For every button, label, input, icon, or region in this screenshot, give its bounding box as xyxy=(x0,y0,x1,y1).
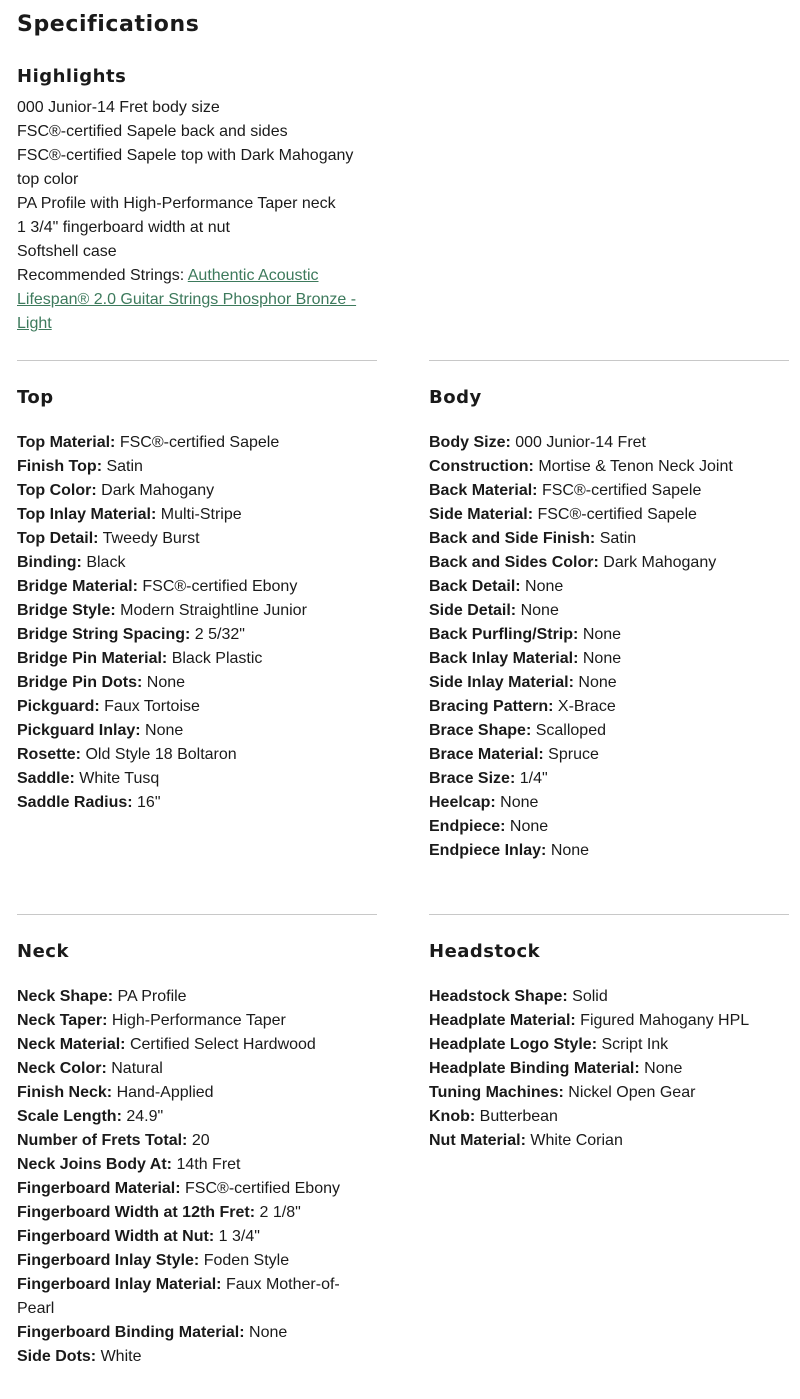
page-title: Specifications xyxy=(17,12,200,37)
spec-value: Black Plastic xyxy=(171,650,263,667)
recommended-strings-label: Recommended Strings: xyxy=(17,267,188,284)
spec-row xyxy=(17,1273,377,1321)
spec-row xyxy=(429,1057,789,1081)
spec-value: Satin xyxy=(599,530,637,547)
spec-row xyxy=(17,743,377,767)
spec-value: None xyxy=(525,578,564,595)
spec-label: Top Inlay Material: xyxy=(17,506,157,523)
spec-value: Spruce xyxy=(548,746,599,763)
spec-value: Butterbean xyxy=(479,1108,558,1125)
spec-list xyxy=(17,431,377,815)
highlight-item: FSC®-certified Sapele back and sides xyxy=(17,123,288,140)
spec-row xyxy=(429,647,789,671)
spec-row xyxy=(17,1153,377,1177)
spec-label: Fingerboard Width at 12th Fret: xyxy=(17,1204,256,1221)
spec-label: Bridge Style: xyxy=(17,602,116,619)
spec-row xyxy=(17,1225,377,1249)
spec-row xyxy=(429,1033,789,1057)
spec-label: Fingerboard Material: xyxy=(17,1180,181,1197)
spec-label: Top Material: xyxy=(17,434,116,451)
spec-label: Headstock Shape: xyxy=(429,988,568,1005)
section-heading: Headstock xyxy=(429,941,541,962)
highlights-section xyxy=(17,64,377,336)
spec-label: Neck Material: xyxy=(17,1036,126,1053)
spec-label: Back and Side Finish: xyxy=(429,530,596,547)
spec-row xyxy=(17,1177,377,1201)
spec-row xyxy=(429,455,789,479)
section-heading: Neck xyxy=(17,941,69,962)
spec-value: Hand-Applied xyxy=(116,1084,214,1101)
highlight-item: 000 Junior-14 Fret body size xyxy=(17,99,220,116)
spec-row xyxy=(17,1321,377,1345)
spec-value: Certified Select Hardwood xyxy=(129,1036,316,1053)
spec-label: Fingerboard Inlay Style: xyxy=(17,1252,200,1269)
spec-row xyxy=(17,431,377,455)
spec-value: None xyxy=(146,674,186,691)
spec-row xyxy=(17,1129,377,1153)
spec-row xyxy=(429,1129,789,1153)
spec-label: Back Purfling/Strip: xyxy=(429,626,579,643)
spec-label: Finish Top: xyxy=(17,458,103,475)
spec-label: Back Detail: xyxy=(429,578,521,595)
spec-row xyxy=(429,623,789,647)
spec-label: Rosette: xyxy=(17,746,82,763)
spec-row xyxy=(17,1201,377,1225)
spec-label: Brace Size: xyxy=(429,770,516,787)
spec-row xyxy=(429,985,789,1009)
section-divider xyxy=(17,914,377,915)
spec-value: Satin xyxy=(106,458,143,475)
spec-label: Body Size: xyxy=(429,434,511,451)
spec-value: 000 Junior-14 Fret xyxy=(515,434,646,451)
neck-section xyxy=(17,914,377,1369)
highlight-item: PA Profile with High-Performance Taper neck xyxy=(17,195,336,212)
spec-label: Endpiece Inlay: xyxy=(429,842,547,859)
spec-value: Figured Mahogany HPL xyxy=(580,1012,750,1029)
spec-row xyxy=(17,767,377,791)
body-section xyxy=(429,360,789,863)
spec-value: 20 xyxy=(191,1132,210,1149)
spec-label: Heelcap: xyxy=(429,794,496,811)
spec-row xyxy=(429,719,789,743)
spec-label: Headplate Logo Style: xyxy=(429,1036,598,1053)
spec-row xyxy=(17,575,377,599)
spec-label: Side Detail: xyxy=(429,602,517,619)
spec-value: FSC®-certified Ebony xyxy=(142,578,298,595)
spec-row xyxy=(17,671,377,695)
section-heading: Top xyxy=(17,387,54,408)
spec-row xyxy=(429,479,789,503)
spec-label: Pickguard: xyxy=(17,698,100,715)
spec-row xyxy=(429,551,789,575)
spec-value: Solid xyxy=(572,988,608,1005)
spec-row xyxy=(429,839,789,863)
spec-value: None xyxy=(145,722,184,739)
spec-row xyxy=(17,527,377,551)
spec-row xyxy=(17,1009,377,1033)
spec-row xyxy=(17,503,377,527)
spec-row xyxy=(17,985,377,1009)
spec-label: Saddle: xyxy=(17,770,75,787)
recommended-strings-link[interactable]: Authentic Acoustic Lifespan® 2.0 Guitar Strings Phosphor Bronze - Light xyxy=(17,267,357,332)
spec-label: Saddle Radius: xyxy=(17,794,133,811)
spec-row xyxy=(17,1081,377,1105)
spec-row xyxy=(17,455,377,479)
spec-value: Multi-Stripe xyxy=(160,506,242,523)
spec-label: Binding: xyxy=(17,554,82,571)
highlights-heading: Highlights xyxy=(17,66,127,87)
spec-label: Neck Joins Body At: xyxy=(17,1156,172,1173)
spec-row xyxy=(429,743,789,767)
spec-label: Finish Neck: xyxy=(17,1084,113,1101)
spec-value: None xyxy=(520,602,559,619)
spec-row xyxy=(429,671,789,695)
spec-row xyxy=(17,1105,377,1129)
spec-label: Back Inlay Material: xyxy=(429,650,579,667)
spec-label: Bridge String Spacing: xyxy=(17,626,191,643)
spec-row xyxy=(429,767,789,791)
spec-row xyxy=(429,1009,789,1033)
spec-value: 24.9" xyxy=(126,1108,164,1125)
spec-label: Side Dots: xyxy=(17,1348,97,1365)
spec-label: Brace Shape: xyxy=(429,722,532,739)
spec-value: Modern Straightline Junior xyxy=(120,602,307,619)
top-section xyxy=(17,360,377,815)
spec-label: Back Material: xyxy=(429,482,538,499)
section-heading: Body xyxy=(429,387,482,408)
spec-row xyxy=(17,1345,377,1369)
spec-label: Brace Material: xyxy=(429,746,544,763)
highlight-item-strings xyxy=(17,264,377,336)
spec-list xyxy=(429,431,789,863)
spec-value: 2 5/32" xyxy=(194,626,245,643)
spec-label: Tuning Machines: xyxy=(429,1084,564,1101)
spec-row xyxy=(429,1081,789,1105)
spec-value: White xyxy=(100,1348,142,1365)
spec-value: X-Brace xyxy=(557,698,616,715)
spec-value: None xyxy=(582,626,622,643)
spec-value: FSC®-certified Sapele xyxy=(537,506,697,523)
spec-row xyxy=(17,1033,377,1057)
spec-label: Endpiece: xyxy=(429,818,506,835)
spec-row xyxy=(429,695,789,719)
spec-row xyxy=(17,695,377,719)
spec-value: 1 3/4" xyxy=(218,1228,260,1245)
spec-label: Bridge Pin Dots: xyxy=(17,674,143,691)
spec-label: Fingerboard Binding Material: xyxy=(17,1324,245,1341)
spec-label: Scale Length: xyxy=(17,1108,122,1125)
spec-value: None xyxy=(249,1324,288,1341)
spec-value: Dark Mahogany xyxy=(101,482,215,499)
spec-value: Dark Mahogany xyxy=(603,554,717,571)
section-divider xyxy=(429,360,789,361)
headstock-section xyxy=(429,914,789,1153)
spec-label: Neck Shape: xyxy=(17,988,114,1005)
spec-list xyxy=(17,985,377,1369)
spec-label: Headplate Binding Material: xyxy=(429,1060,640,1077)
spec-label: Knob: xyxy=(429,1108,476,1125)
spec-value: Nickel Open Gear xyxy=(568,1084,696,1101)
spec-value: Foden Style xyxy=(203,1252,290,1269)
spec-label: Fingerboard Inlay Material: xyxy=(17,1276,222,1293)
spec-row xyxy=(17,479,377,503)
spec-value: White Corian xyxy=(530,1132,623,1149)
spec-label: Bridge Pin Material: xyxy=(17,650,168,667)
spec-row xyxy=(429,575,789,599)
spec-value: White Tusq xyxy=(79,770,160,787)
spec-value: 1/4" xyxy=(519,770,548,787)
spec-value: FSC®-certified Sapele xyxy=(541,482,702,499)
spec-value: PA Profile xyxy=(117,988,187,1005)
spec-label: Bridge Material: xyxy=(17,578,138,595)
spec-value: Script Ink xyxy=(601,1036,669,1053)
spec-row xyxy=(429,431,789,455)
highlight-item: FSC®-certified Sapele top with Dark Mahogany top color xyxy=(17,147,354,188)
highlight-item: Softshell case xyxy=(17,243,117,260)
spec-value: Black xyxy=(86,554,126,571)
spec-value: High-Performance Taper xyxy=(111,1012,286,1029)
spec-value: Old Style 18 Boltaron xyxy=(85,746,237,763)
spec-label: Neck Color: xyxy=(17,1060,107,1077)
spec-value: 16" xyxy=(137,794,161,811)
spec-value: None xyxy=(578,674,617,691)
spec-row xyxy=(429,1105,789,1129)
spec-label: Top Color: xyxy=(17,482,97,499)
spec-row xyxy=(17,647,377,671)
spec-label: Bracing Pattern: xyxy=(429,698,554,715)
spec-label: Fingerboard Width at Nut: xyxy=(17,1228,215,1245)
spec-row xyxy=(429,791,789,815)
highlights-list xyxy=(17,96,377,336)
spec-row xyxy=(429,599,789,623)
spec-row xyxy=(429,815,789,839)
spec-row xyxy=(429,503,789,527)
spec-value: None xyxy=(550,842,590,859)
spec-label: Back and Sides Color: xyxy=(429,554,599,571)
spec-label: Side Material: xyxy=(429,506,534,523)
spec-value: None xyxy=(509,818,549,835)
spec-label: Construction: xyxy=(429,458,534,475)
spec-list xyxy=(429,985,789,1153)
spec-row xyxy=(17,1057,377,1081)
spec-value: FSC®-certified Ebony xyxy=(185,1180,340,1197)
spec-value: Faux Mother-of-Pearl xyxy=(17,1276,340,1317)
spec-row xyxy=(17,719,377,743)
spec-value: 14th Fret xyxy=(176,1156,241,1173)
spec-row xyxy=(17,599,377,623)
highlight-item: 1 3/4" fingerboard width at nut xyxy=(17,219,230,236)
spec-label: Pickguard Inlay: xyxy=(17,722,141,739)
section-divider xyxy=(17,360,377,361)
spec-row xyxy=(17,1249,377,1273)
spec-value: None xyxy=(644,1060,683,1077)
spec-row xyxy=(429,527,789,551)
spec-label: Number of Frets Total: xyxy=(17,1132,188,1149)
spec-label: Neck Taper: xyxy=(17,1012,108,1029)
spec-value: Mortise & Tenon Neck Joint xyxy=(538,458,733,475)
spec-label: Side Inlay Material: xyxy=(429,674,574,691)
spec-value: FSC®-certified Sapele xyxy=(119,434,280,451)
spec-value: Tweedy Burst xyxy=(102,530,200,547)
spec-row xyxy=(17,551,377,575)
spec-row xyxy=(17,623,377,647)
spec-value: 2 1/8" xyxy=(259,1204,301,1221)
spec-value: None xyxy=(500,794,539,811)
spec-value: Scalloped xyxy=(535,722,606,739)
spec-label: Top Detail: xyxy=(17,530,99,547)
spec-value: None xyxy=(582,650,622,667)
spec-row xyxy=(17,791,377,815)
spec-value: Faux Tortoise xyxy=(104,698,200,715)
spec-label: Headplate Material: xyxy=(429,1012,576,1029)
section-divider xyxy=(429,914,789,915)
spec-value: Natural xyxy=(111,1060,163,1077)
spec-label: Nut Material: xyxy=(429,1132,526,1149)
